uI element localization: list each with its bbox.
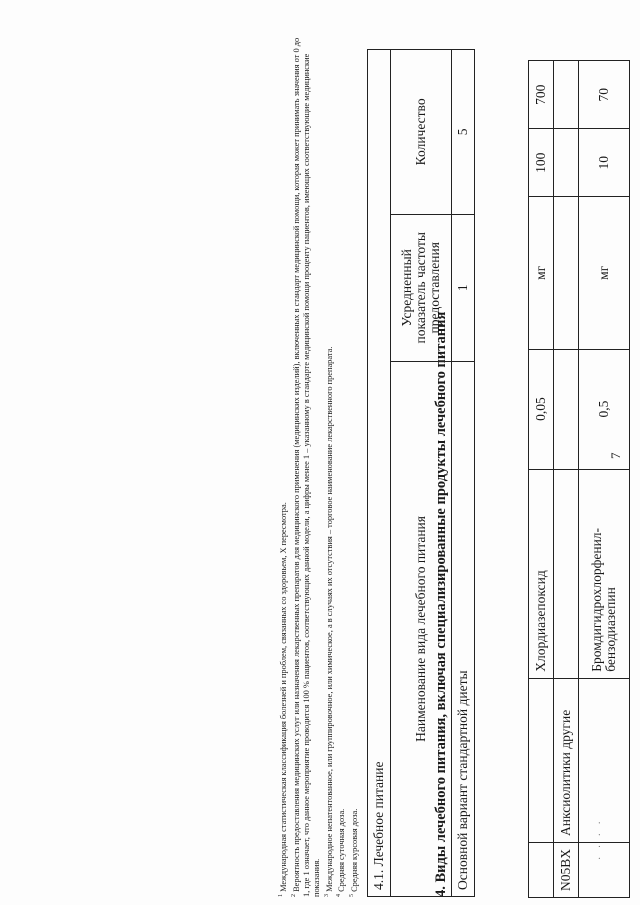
drug-unit: мг: [579, 196, 630, 349]
table-cell: [554, 129, 579, 197]
table-row: [554, 61, 579, 898]
table-cell: [529, 842, 554, 897]
scan-specks: · · · ·: [595, 818, 606, 860]
section-heading: 4. Виды лечебного питания, включая специализированные продукты лечебного питания: [433, 311, 449, 897]
table-cell: [554, 469, 579, 678]
nutrition-table: [367, 49, 475, 897]
table-row: [579, 61, 630, 898]
table-cell: [529, 678, 554, 842]
column-header: Усредненный показатель частоты предоставления: [391, 214, 452, 361]
footnotes: [276, 31, 360, 897]
subsection-title: 4.1. Лечебное питание: [368, 50, 391, 897]
drug-freq: 10: [579, 129, 630, 197]
table-cell: [579, 678, 630, 842]
drugs-table: [528, 60, 630, 898]
footnote: $^4$ Средняя суточная доза.: [336, 808, 347, 897]
table-cell: [579, 842, 630, 897]
footnote: $^5$ Средняя курсовая доза.: [349, 808, 359, 897]
drug-freq: 100: [529, 129, 554, 197]
table-row: [529, 61, 554, 898]
diet-freq: 1: [452, 214, 475, 361]
table-cell: [554, 196, 579, 349]
table-row: [368, 50, 391, 897]
footnote: $^2$ Вероятность предоставления медицинских услуг или назначения лекарственных препаратов для медицинского применения (медицинских изделий), включенных в стандарт медицинской помощи, которая может принимать значения от 0 до 1, где 1 означает, что данное мероприятие проводится 100 % пациентов, соответствующих данной модели, а цифры менее 1 – указанному в стандарте медицинской помощи проценту пациентов, имеющих соответствующие медицинские показания.: [290, 37, 321, 897]
footnote: $^1$ Международная статистическая классификация болезней и проблем, связанных со здоровьем, X пересмотра.: [278, 502, 288, 897]
drug-group: Анксиолитики другие: [554, 678, 579, 842]
table-cell: [554, 349, 579, 469]
drug-name: Хлордиазепоксид: [529, 469, 554, 678]
table-cell: [554, 61, 579, 129]
drug-ddd: 0,05: [529, 349, 554, 469]
diet-name: Основной вариант стандартной диеты: [452, 361, 475, 896]
footnote: $^3$ Международное непатентованное, или группировочное, или химическое, а в случаях их отсутствия – торговое наименование лекарственного препарата.: [323, 346, 334, 897]
table-row: [452, 50, 475, 897]
column-header: Количество: [391, 50, 452, 215]
atc-code: N05BX: [554, 842, 579, 897]
table-header-row: [391, 50, 452, 897]
page-number: 7: [608, 452, 623, 459]
drug-course: 700: [529, 61, 554, 129]
drug-course: 70: [579, 61, 630, 129]
drug-unit: мг: [529, 196, 554, 349]
column-header: Наименование вида лечебного питания: [391, 361, 452, 896]
diet-qty: 5: [452, 50, 475, 215]
drug-ddd: 0,5: [579, 349, 630, 469]
drug-name: Бромдигидрохлорфенил-бензодиазепин: [579, 469, 630, 678]
